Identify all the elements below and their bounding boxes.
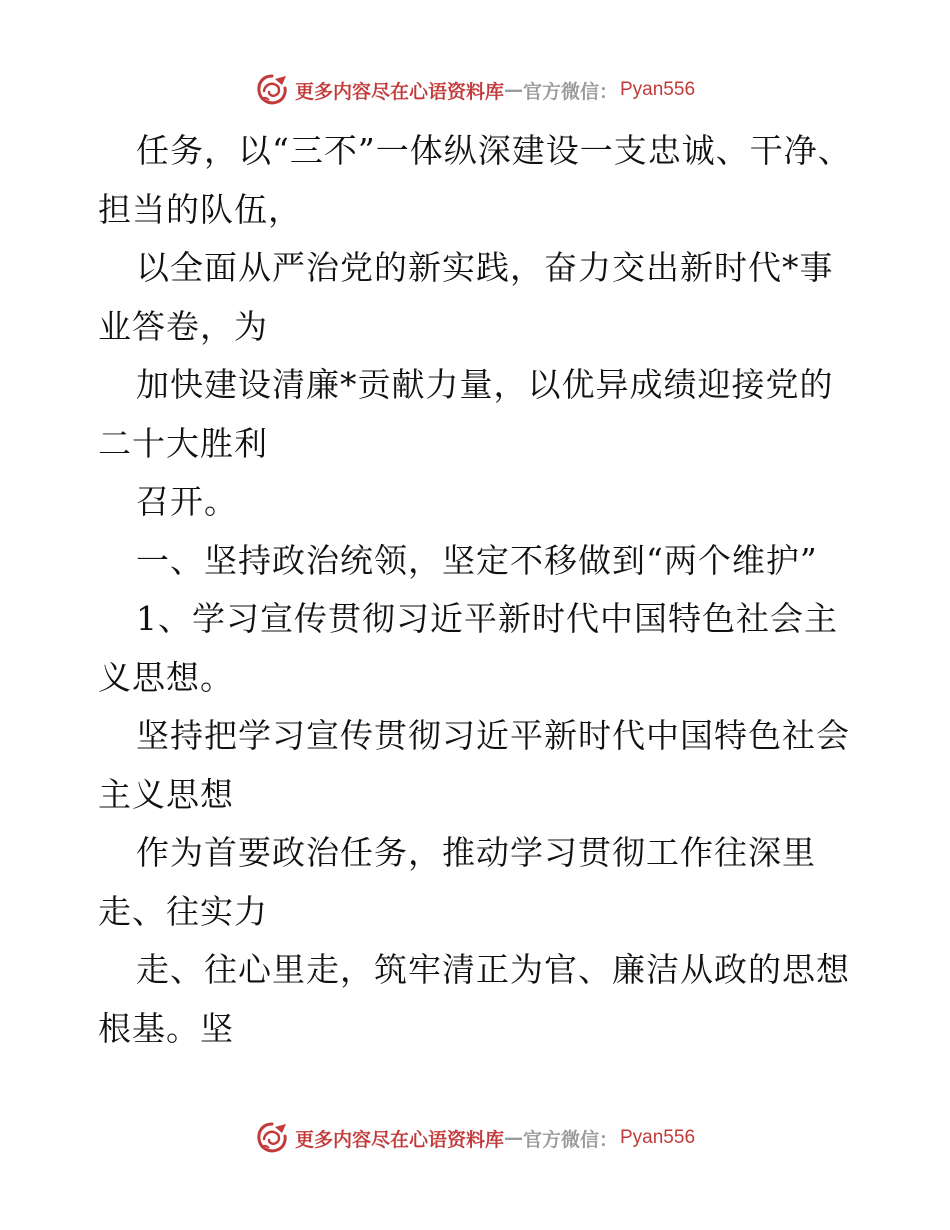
paragraph-7: 坚持把学习宣传贯彻习近平新时代中国特色社会主义思想	[98, 716, 850, 814]
banner-label: 官方微信：	[522, 1128, 618, 1151]
header-banner	[0, 70, 950, 110]
banner-main-text: 更多内容尽在心语资料库	[294, 80, 504, 103]
section-heading: 一、坚持政治统领，坚定不移做到“两个维护”	[136, 540, 818, 580]
paragraph-2: 以全面从严治党的新实践，奋力交出新时代*事业答卷，为	[98, 248, 834, 346]
paragraph-9: 走、往心里走，筑牢清正为官、廉洁从政的思想根基。坚	[98, 950, 850, 1048]
banner-wechat-id: Pyan556	[620, 1127, 696, 1148]
subsection-heading: 1、学习宣传贯彻习近平新时代中国特色社会主义思想。	[98, 599, 838, 697]
pen-swirl-logo-icon	[255, 73, 289, 107]
banner-main-text: 更多内容尽在心语资料库	[294, 1128, 504, 1151]
banner-separator: —	[503, 1127, 523, 1149]
banner-separator: —	[503, 79, 523, 101]
paragraph-1: 任务，以“三不”一体纵深建设一支忠诚、干净、担当的队伍，	[98, 131, 852, 229]
pen-swirl-logo-icon	[255, 1121, 289, 1155]
banner-wechat-id: Pyan556	[620, 79, 696, 100]
paragraph-3: 加快建设清廉*贡献力量，以优异成绩迎接党的二十大胜利	[98, 365, 834, 463]
footer-banner	[0, 1118, 950, 1158]
paragraph-4: 召开。	[136, 482, 238, 521]
paragraph-8: 作为首要政治任务，推动学习贯彻工作往深里走、往实力	[98, 833, 816, 931]
banner-label: 官方微信：	[522, 80, 618, 103]
document-body	[98, 122, 858, 1058]
